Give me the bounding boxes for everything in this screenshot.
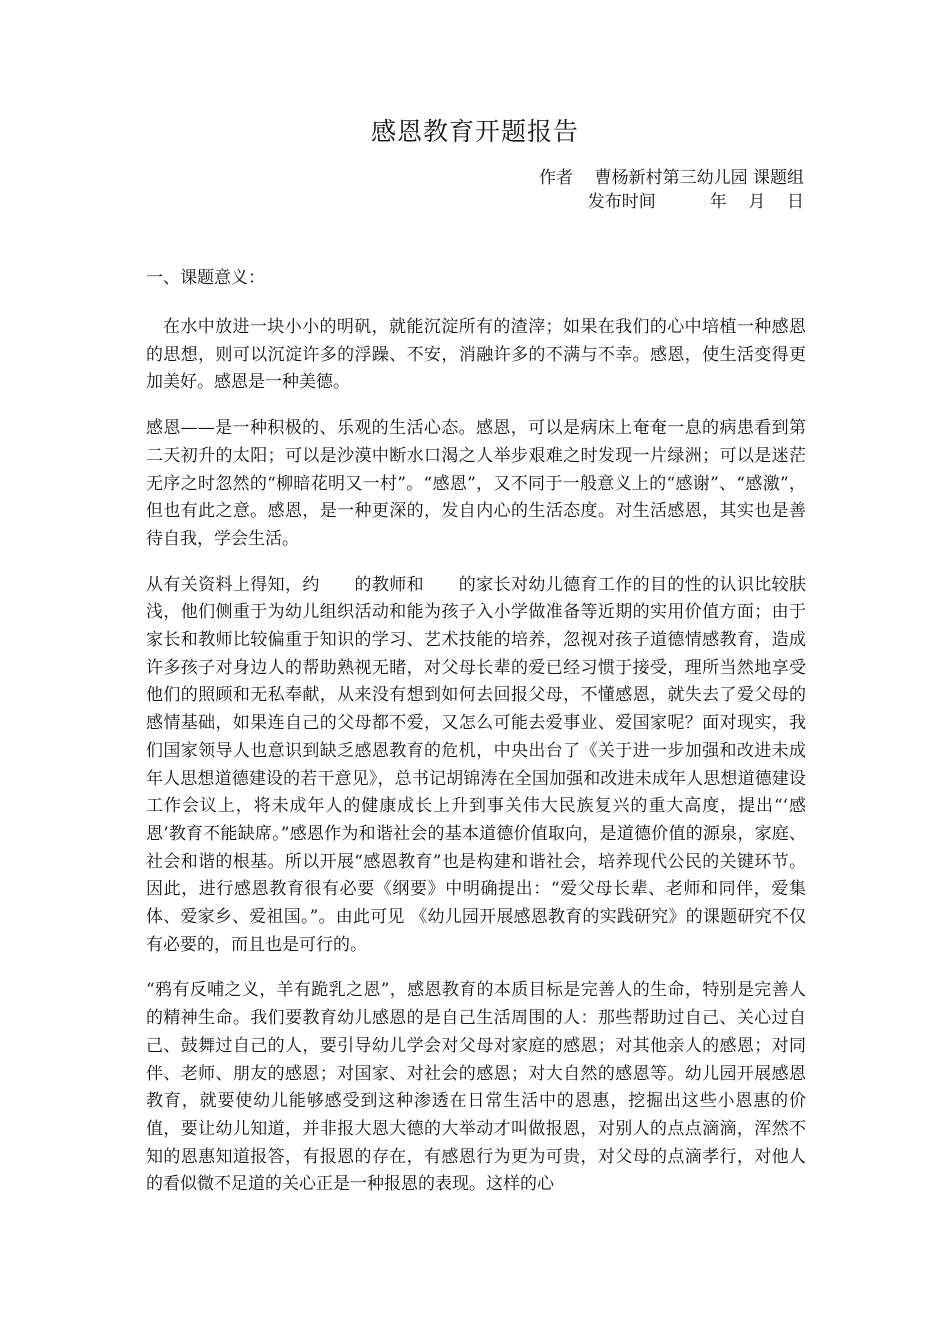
author-line: 作者 曹杨新村第三幼儿园 课题组 <box>538 168 804 188</box>
paragraph: 感恩——是一种积极的、乐观的生活心态。感恩，可以是病床上奄奄一息的病患看到第二天初升的太阳；可以是沙漠中断水口渴之人举步艰难之时发现一片绿洲；可以是迷茫无序之时忽然的“柳暗花明又一村”。“感恩”，又不同于一般意义上的“感谢”、“感激”，但也有此之意。感恩，是一种更深的，发自内心的生活态度。对生活感恩，其实也是善待自我，学会生活。 <box>146 418 806 549</box>
publish-date-line: 发布时间 年 月 日 <box>587 192 804 212</box>
paragraph: 从有关资料上得知，约 的教师和 的家长对幼儿德育工作的目的性的认识比较肤浅，他们侧重于为幼儿组织活动和能为孩子入小学做准备等近期的实用价值方面；由于家长和教师比较偏重于知识的学习、艺术技能的培养，忽视对孩子道德情感教育，造成许多孩子对身边人的帮助熟视无睹，对父母长辈的爱已经习惯于接受，理所当然地享受他们的照顾和无私奉献，从来没有想到如何去回报父母，不懂感恩，就失去了爱父母的感情基础，如果连自己的父母都不爱，又怎么可能去爱事业、爱国家呢？面对现实，我们国家领导人也意识到缺乏感恩教育的危机，中央出台了《关于进一步加强和改进未成年人思想道德建设的若干意见》，总书记胡锦涛在全国加强和改进未成年人思想道德建设工作会议上，将未成年人的健康成长上升到事关伟大民族复兴的重大高度，提出“‘感恩’教育不能缺席。”感恩作为和谐社会的基本道德价值取向，是道德价值的源泉，家庭、社会和谐的根基。所以开展“感恩教育”也是构建和谐社会，培养现代公民的关键环节。因此，进行感恩教育很有必要《纲要》中明确提出：“爱父母长辈、老师和同伴，爱集体、爱家乡、爱祖国。”。由此可见 《幼儿园开展感恩教育的实践研究》的课题研究不仅有必要的，而且也是可行的。 <box>146 574 806 955</box>
paragraph: “鸦有反哺之义，羊有跪乳之恩”，感恩教育的本质目标是完善人的生命，特别是完善人的精神生命。我们要教育幼儿感恩的是自己生活周围的人：那些帮助过自己、关心过自己、鼓舞过自己的人，要引导幼儿学会对父母对家庭的感恩；对其他亲人的感恩；对同伴、老师、朋友的感恩；对国家、对社会的感恩；对大自然的感恩等。幼儿园开展感恩教育，就要使幼儿能够感受到这种渗透在日常生活中的恩惠，挖掘出这些小恩惠的价值，要让幼儿知道，并非报大恩大德的大举动才叫做报恩，对别人的点点滴滴，浑然不知的恩惠知道报答，有报恩的存在，有感恩行为更为可贵，对父母的点滴孝行，对他人的看似微不足道的关心正是一种报恩的表现。这样的心 <box>146 980 806 1195</box>
document-body <box>146 314 806 1217</box>
document-title: 感恩教育开题报告 <box>370 117 579 146</box>
paragraph: 在水中放进一块小小的明矾，就能沉淀所有的渣滓；如果在我们的心中培植一种感恩的思想，则可以沉淀许多的浮躁、不安，消融许多的不满与不幸。感恩，使生活变得更加美好。感恩是一种美德。 <box>146 317 806 393</box>
section-heading: 一、课题意义： <box>146 268 265 288</box>
